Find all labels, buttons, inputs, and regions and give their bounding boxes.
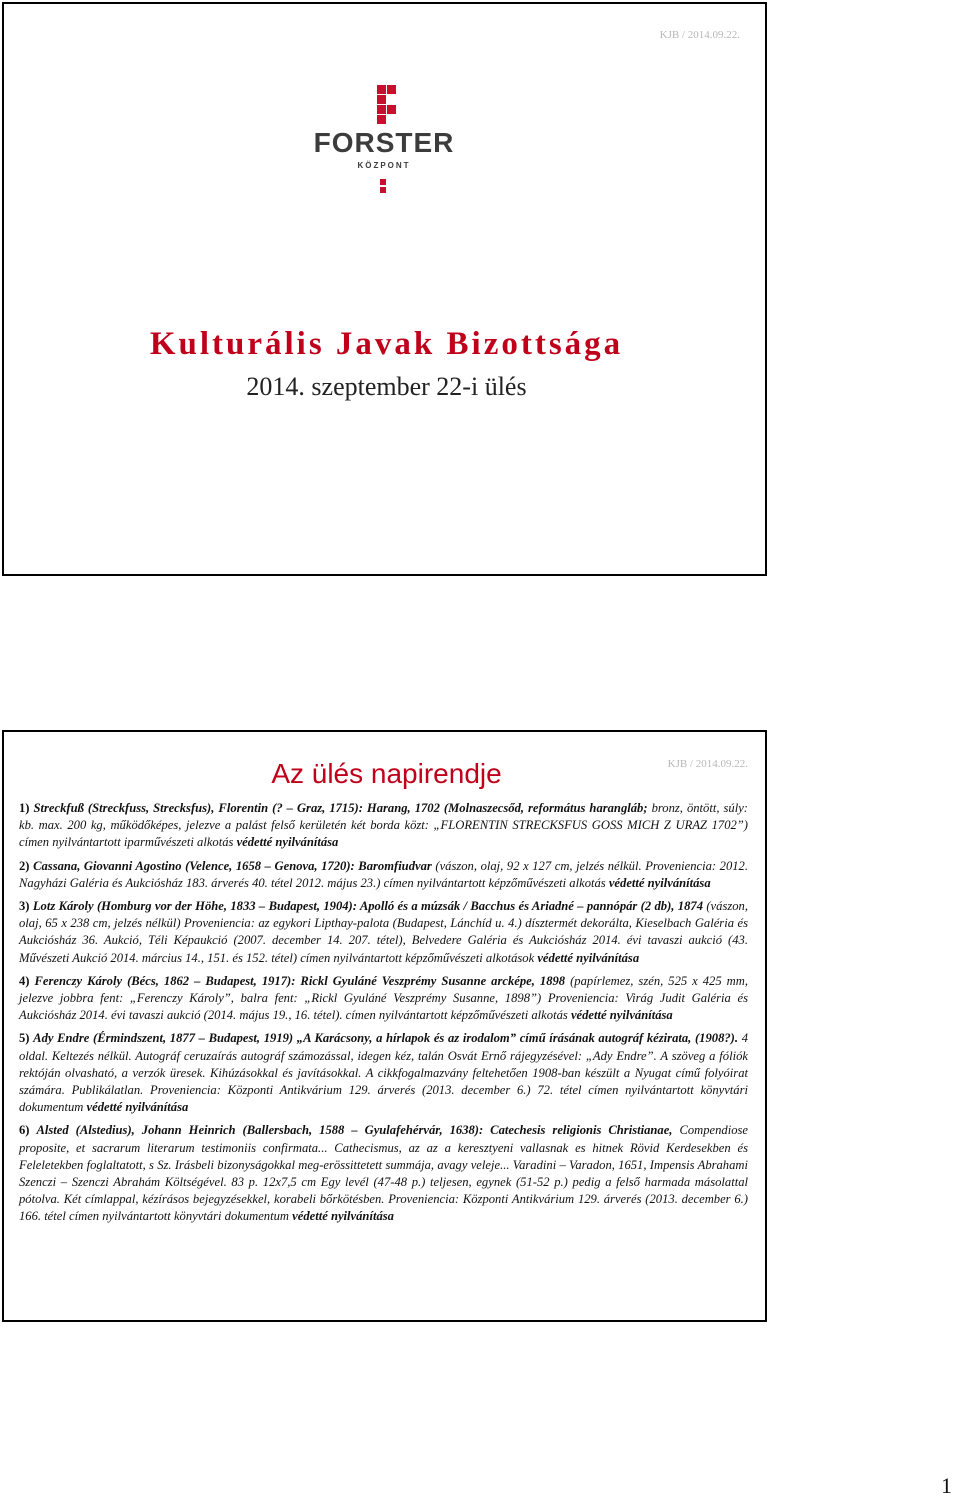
forster-logo [304, 79, 464, 199]
agenda-item-decision: védetté nyilvánítása [236, 835, 339, 850]
agenda-title: Az ülés napirendje [271, 758, 502, 789]
agenda-item [19, 858, 748, 892]
agenda-item-heading: Streckfuß (Streckfuss, Strecksfus), Florentin (? – Graz, 1715): Harang, 1702 (Molnaszecsőd, református harangláb; [33, 801, 648, 815]
agenda-item-decision: védetté nyilvánítása [608, 875, 711, 890]
logo-subtitle: KÖZPONT [357, 161, 411, 170]
agenda-item-details: (vászon, olaj, 92 x 127 cm, jelzés nélkül. Proveniencia: 2012. Nagyházi Galéria és Aukciósház 183. árverés 40. tétel 2012. május 23.) címen nyilvántartott képzőművészeti alkotás [19, 858, 748, 890]
agenda-item-decision: védetté nyilvánítása [86, 1100, 189, 1115]
agenda-item [19, 898, 748, 967]
agenda-list [19, 800, 748, 1232]
agenda-item-details: (papírlemez, szén, 525 x 425 mm, jelezve jobbra fent: „Ferenczy Károly”, balra fent: „Rickl Gyuláné Veszprémy Susanne, 1898”) Proveniencia: Virág Judit Galéria és Aukciósház 2014. évi tavaszi aukció (2014. május 19., 16. tétel). címen nyilvántartott képzőművészeti alkotás [19, 973, 748, 1023]
agenda-item-heading: Lotz Károly (Homburg vor der Höhe, 1833 – Budapest, 1904): Apolló és a múzsák / Bacchus és Ariadné – pannópár (2 db), 1874 [32, 899, 703, 914]
agenda-item-heading: Cassana, Giovanni Agostino (Velence, 1658 – Genova, 1720): Baromfiudvar [33, 858, 432, 873]
agenda-item-decision: védetté nyilvánítása [537, 950, 640, 965]
date-stamp: KJB / 2014.09.22. [667, 758, 748, 770]
agenda-item-details: (vászon, olaj, 65 x 238 cm, jelzés nélkül) Proveniencia: az egykori Lipthay-palota (Budapest, Lánchíd u. 4.) dísztermét dekorálta, Kieselbach Galéria és Aukciósház 36. Aukció, Téli Képaukció (2007. december 14. 207. tétel), Belvedere Galéria és Aukciósház 2014. évi tavaszi aukció (43. Művészeti Aukció 2014. március 14., 151. és 152. tétel) címen nyilvántartott képzőművészeti alkotások [19, 899, 748, 965]
agenda-item [19, 800, 748, 852]
agenda-item-details: 4 oldal. Keltezés nélkül. Autográf ceruzaírás autográf számozással, idegen kéz, talán Osvát Ernő rájegyzésével: „Ady Endre”. A szöveg a fóliók rektóján olvasható, a verzók üresek. Kihúzásokkal és javításokkal. A cikkfogalmazvány feltehetően 1908-ban készült a Nyugat című folyóirat számára. Publikálatlan. Proveniencia: Központi Antikvárium 129. árverés (2013. december 6.) 72. tétel címen nyilvántartott könyvtári dokumentum [19, 1031, 748, 1115]
agenda-item-heading: Ferenczy Károly (Bécs, 1862 – Budapest, 1917): Rickl Gyuláné Veszprémy Susanne arcképe, 1898 [34, 973, 566, 988]
date-stamp: KJB / 2014.09.22. [659, 29, 740, 41]
agenda-item [19, 973, 748, 1025]
agenda-item-details: Compendiose proposite, et sacrarum literarum testimoniis confirmata... Cathecismus, az az a keresztyeni vallasnak es hitnek Rövid Kerdesekben és Feleletekben foglaltatott, s Sz. Irásbeli bizonyságokkal meg-erössittetett summája, avagy veleje... Varadini – Varadon, 1651, Impensis Abrahami Szenczi – Szenczi Abrahám Költségével. 83 p. 12x7,5 cm Egy levél (47-48 p.) teljesen, egynek (51-52 p.) pedig a felső harmada másolattal pótolva. Két címlappal, kézírásos bejegyzésekkel, korabeli bőrkötésben. Proveniencia: Központi Antikvárium 129. árverés (2013. december 6.) 166. tétel címen nyilvántartott könyvtári dokumentum [19, 1123, 749, 1224]
agenda-item-number: 2) [19, 858, 30, 873]
agenda-item-heading: Ady Endre (Érmindszent, 1877 – Budapest, 1919) „A Karácsony, a hírlapok és az irodalom” című írásának autográf kézirata, (1908?). [33, 1031, 739, 1046]
agenda-item-heading: Alsted (Alstedius), Johann Heinrich (Ballersbach, 1588 – Gyulafehérvár, 1638): Catechesis religionis Christianae, [36, 1123, 673, 1138]
page-number: 1 [941, 1473, 952, 1498]
title-slide [2, 2, 767, 576]
agenda-item-number: 3) [19, 899, 30, 914]
agenda-slide [2, 730, 767, 1322]
agenda-item-decision: védetté nyilvánítása [292, 1209, 394, 1224]
agenda-item-number: 6) [19, 1123, 30, 1138]
agenda-item [19, 1122, 748, 1225]
slide-subtitle: 2014. szeptember 22-i ülés [246, 372, 527, 401]
agenda-item-number: 1) [19, 801, 30, 815]
agenda-item-details: bronz, öntött, súly: kb. max. 200 kg, működőképes, jelezve a palást felső kerületén két borda közt: „FLORENTIN STRECKSFUS GOSS MICH Z URAZ 1702”) címen nyilvántartott iparművészeti alkotás [19, 801, 748, 850]
agenda-item [19, 1030, 748, 1116]
agenda-item-number: 4) [19, 973, 30, 988]
slide-title: Kulturális Javak Bizottsága [149, 326, 624, 362]
logo-wordmark: FORSTER [313, 127, 455, 158]
agenda-item-number: 5) [19, 1031, 30, 1046]
agenda-item-decision: védetté nyilvánítása [570, 1008, 673, 1023]
